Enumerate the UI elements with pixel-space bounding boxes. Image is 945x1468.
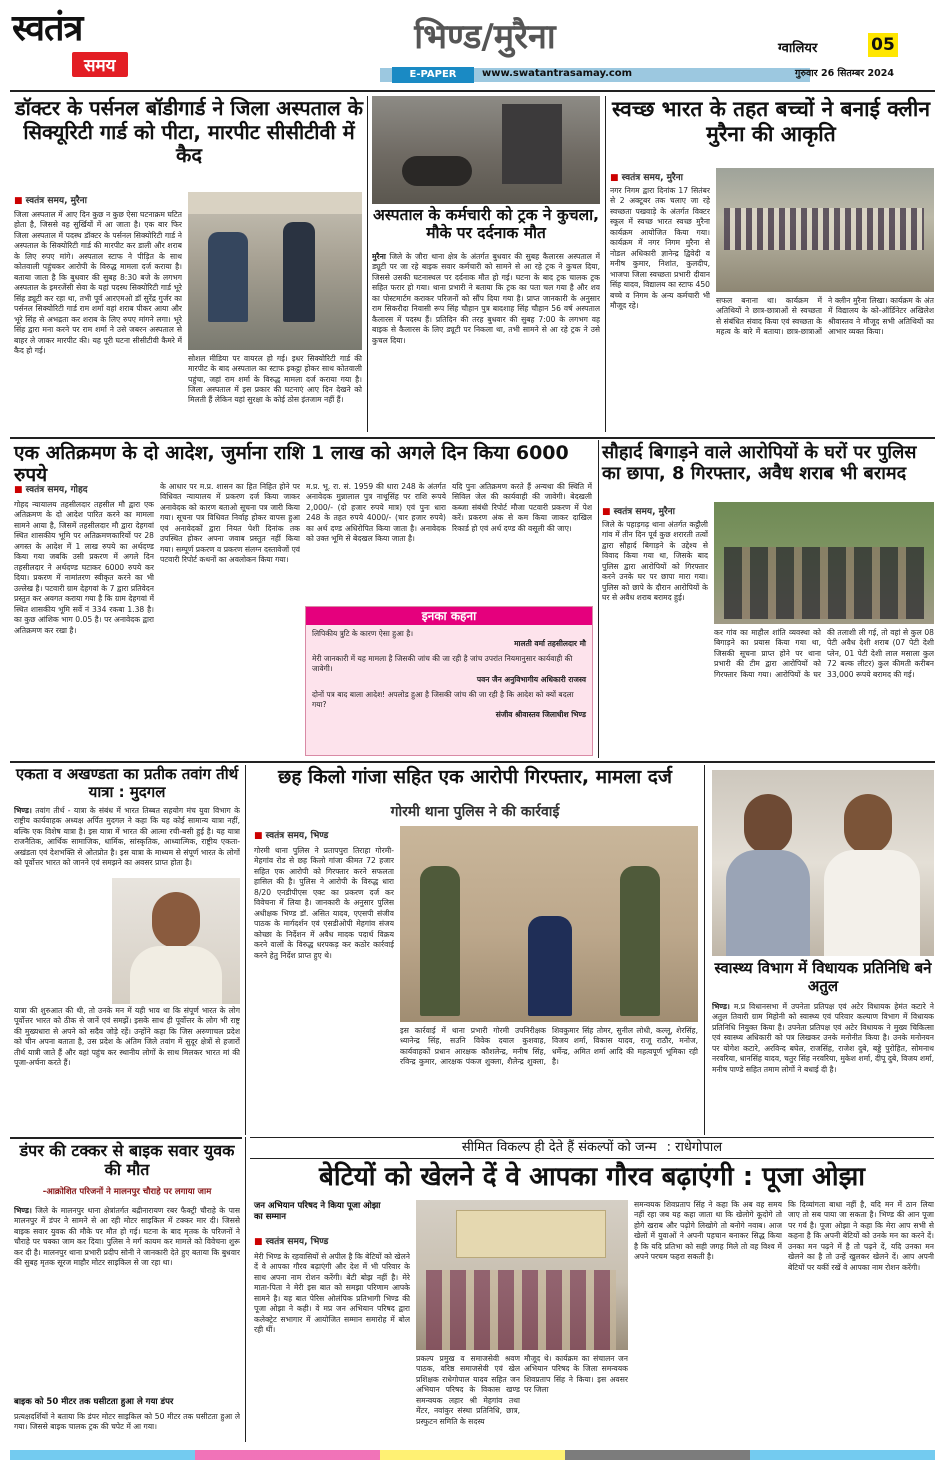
- story5-accused-photo[interactable]: [714, 502, 934, 624]
- story6-headline[interactable]: एकता व अखण्डता का प्रतीक तवांग तीर्थ यात्रा : मुदगल: [15, 765, 239, 801]
- story3-clean-morena-photo[interactable]: [716, 168, 934, 292]
- story6-body: [14, 806, 240, 876]
- story3-body-right: सफल बनाना था। कार्यक्रम में अतिथियों ने छात्र-छात्राओं से स्वच्छता से संबंधित संवाद किया एवं स्वच्छता के महत्व के बारे में बताया। छात्र-छात्राओं ने क्लीन मुरैना लिखा। कार्यक्रम के अंत में विद्यालय के को-ऑर्डिनेटर अखिलेश श्रीवास्तव ने मौजूद सभी अतिथियों का आभार व्यक्त किया।: [716, 296, 934, 337]
- story10-byline: ■ स्वतंत्र समय, भिण्ड: [254, 1234, 328, 1247]
- story6-place: भिण्ड।: [14, 806, 32, 815]
- story10-body3: कि दिव्यांगता बाधा नहीं है, यदि मन में ठान लिया जाए तो सब पाया जा सकता है। भिण्ड की आन पूजा पर गर्व है। पूजा ओझा ने कहा कि मेरा आप सभी से कहना है कि अपनी बेटियों को उनके मन का करने दें। उनका मन पढ़ने में है तो पढ़ने दें, यदि उनका मन खेलने का है तो उन्हें खुलकर खेलने दें। आप अपनी बेटियों पर यकीं रखें वे आपका नाम रोशन करेंगी।: [788, 1200, 934, 1272]
- story9-sub2: बाइक को 50 मीटर तक घसीटता हुआ ले गया डंपर: [14, 1397, 174, 1407]
- story4-body: गोहद न्यायालय तहसीलदार तहसील मौ द्वारा एक अतिक्रमण के दो आदेश पारित करने का मामला सामने आया है, जिसमें तहसीलदार मौ द्वारा देहगवां स्थित शासकीय भूमि पर अतिक्रमणकारियों पर 28 अगस्त के आदेश में 1 लाख रुपये का अर्थदण्ड किया गया जबकि उसी प्रकरण में अगले दिन तहसीलदार ने अर्थदण्ड घटाकर 6000 रुपये कर दिया। प्रकरण में नामांतरण स्वीकृत करने का भी उल्लेख है। पटवारी ग्राम देहगवां के 7 द्वारा प्रतिवेदन प्रस्तुत कर अवगत कराया गया है कि ग्राम देहगवां में स्थित शासकीय भूमि सर्वे नं 334 रकबा 1.38 है। का कुछ आंशिक भाग 0.05 है। पर अनावेदक द्वारा अतिक्रमण कर रखा है।: [14, 500, 154, 635]
- story10-felicitation-photo[interactable]: [416, 1200, 628, 1350]
- quote-strip: [250, 1137, 934, 1159]
- story8-place: भिण्ड।: [712, 1002, 730, 1011]
- website-link[interactable]: www.swatantrasamay.com: [482, 68, 633, 79]
- quote-1-by: मालती वर्मा तहसीलदार मौ: [514, 639, 586, 649]
- story4-byline: ■ स्वतंत्र समय, गोहद: [14, 482, 88, 495]
- story4-body3: म.प्र. भू. रा. सं. 1959 की धारा 248 के अंतर्गत अनावेदक मुन्नालाल पुत्र नाथूसिंह पर राशि रूपये 2,000/- (दो हजार रुपये मात्र) एवं पुनः धारा 248 के तहत रुपये 4000/- (चार हजार रुपये) का अर्थ दण्ड अधिरोपित किया जाता है। अनावेदक को उक्त भूमि से बेदखल किया जाता है।: [306, 482, 446, 544]
- quote-2-text: मेरी जानकारी में यह मामला है जिसकी जांच की जा रही है जांच उपरांत नियमानुसार कार्यवाही की जावेगी।: [312, 654, 573, 674]
- story7-body: गोरमी थाना पुलिस ने प्रतापपुरा तिराहा गोरमी-मेहगांव रोड से छह किलो गांजा कीमत 72 हजार सहित एक आरोपी को गिरफ्तार करने सफलता हासिल की है। पुलिस ने आरोपी के विरुद्ध धारा 8/20 एनडीपीएस एक्ट का प्रकरण दर्ज कर विवेचना में लिया है। जानकारी के अनुसार पुलिस अधीक्षक भिण्ड डॉ. असित यादव, एएसपी संजीव पाठक के मार्गदर्शन एवं एसडीओपी मेहगांव संजय कोच्छा के निर्देशन में अवैध मादक पदार्थ विक्रय करने वालों के विरुद्ध धरपकड़ कर कठोर कार्रवाई करने हेतु निर्देश प्राप्त हुए थे।: [254, 846, 394, 960]
- story2-headline[interactable]: अस्पताल के कर्मचारी को ट्रक ने कुचला, मौके पर दर्दनाक मौत: [372, 206, 600, 243]
- quote-1-text: लिपिकीय त्रुटि के कारण ऐसा हुआ है।: [312, 629, 414, 638]
- story6-body-text: तवांग तीर्थ - यात्रा के संबंध में भारत तिब्बत सहयोग मंच युवा विभाग के राष्ट्रीय कार्यवाहक अध्यक्ष अर्पित मुदगल ने कहा कि यह कोई सामान्य यात्रा नहीं, बल्कि एक विशेष यात्रा है। इस यात्रा में भारत की आत्मा रची-बसी हुई है। यह यात्रा राजनैतिक, आर्थिक सामाजिक, धार्मिक, सांस्कृतिक, आध्यात्मिक, राष्ट्रीय एकता-अखंडता एवं देशभक्ति से ओतप्रोत है। इस यात्रा के माध्यम से संपूर्ण भारत के लोगों को पूर्वोत्तर भारत को जानने एवं समझने का अवसर प्राप्त होता है।: [14, 806, 240, 868]
- story1-byline: ■ स्वतंत्र समय, मुरैना: [14, 193, 87, 206]
- story7-subhead: गोरमी थाना पुलिस ने की कार्रवाई: [390, 804, 560, 820]
- story4-body2: के आधार पर म.प्र. शासन का हित निहित होने पर विधिवत न्यायालय में प्रकरण दर्ज किया जाकर अनावेदक को कारण बताओ सूचना पत्र जारी किया गया। सूचना पत्र विधिवत निर्वाह होकर वापस हुआ एवं अनावेदकों द्वारा नियत पेशी दिनांक तक उपस्थित होकर अपना जवाब प्रस्तुत नहीं किया गया। सम्पूर्ण प्रकरण व प्रकरण संलग्न दस्तावेजों एवं पटवारी रिपोर्ट कथनों का अवलोकन किया गया।: [160, 482, 300, 565]
- story5-headline[interactable]: सौहार्द बिगाड़ने वाले आरोपियों के घरों पर पुलिस का छापा, 8 गिरफ्तार, अवैध शराब भी बरामद: [602, 442, 917, 485]
- story9-body: [14, 1206, 240, 1392]
- story2-accident-photo[interactable]: [372, 96, 600, 204]
- logo-bottom: समय: [72, 52, 128, 77]
- story5-body: जिले के पहाड़गढ़ थाना अंतर्गत कट्ठौली गांव में तीन दिन पूर्व कुछ शरारती तत्वों द्वारा सौहार्द बिगाड़ने के उद्देश्य से विवाद किया गया था, जिसके बाद पुलिस द्वारा आरोपियों को गिरफ्तार करने उनके घर पर छापा मारा गया। पुलिस को छापे के दौरान आरोपियों के घर से अवैध शराब बरामद हुई।: [602, 520, 708, 603]
- story10-body2: समन्वयक शिवप्रताप सिंह ने कहा कि अब वह समय नहीं रहा जब यह कहा जाता था कि खेलोगे कूदोगे तो होगे खराब और पढ़ोगे लिखोगे तो बनोगे नवाब। आज खेलों में युवाओं ने अपनी पहचान बनाकर सिद्ध किया है कि यदि प्रतिभा को सही जगह मिले तो वह विश्व में अपने परचम फहरा सकती है।: [634, 1200, 782, 1262]
- story7-byline: ■ स्वतंत्र समय, भिण्ड: [254, 828, 328, 841]
- story8-headline[interactable]: स्वास्थ्य विभाग में विधायक प्रतिनिधि बने अतुल: [714, 959, 932, 995]
- story2-body: [372, 252, 600, 432]
- quote-2-by: पवन जैन अनुविभागीय अधिकारी राजस्व: [476, 674, 586, 684]
- story9-body-text: जिले के मालनपुर थाना क्षेत्रांतर्गत बद्रीनारायण रबर फैक्ट्री चौराहे के पास मालनपुर में डंपर ने सामने से आ रही मोटर साइकिल में टक्कर मार दी। जिससे बाइक सवार युवक की मौके पर मौत हो गई। घटना के बाद मृतक के परिजनों ने चौराहे पर चक्का जाम कर दिया। पुलिस ने मर्ग कायम कर मामले को विवेचना शुरू कर दी है। मालनपुर थाना प्रभारी प्रदीप सोनी ने जानकारी देते हुए बताया कि बुधवार की सुबह मृतक सूरज माहौर मोटर साइकिल से जा रहा था।: [14, 1206, 240, 1268]
- story7-photo-caption: इस कार्रवाई में थाना प्रभारी गोरमी उपनिरीक्षक ध्यानेन्द्र सिंह, सउनि विवेक दयाल कुशवाह, कार्यवाहकों प्रधान आरक्षक कौशलेन्द्र, मनीष सिंह, रविन्द्र कुमार, आरक्षक पंकज शुक्ला, शैलेन्द्र शुक्ला, शिवकुमार सिंह तोमर, सुनील लोधी, कल्लू, शेरसिंह, विजय शर्मा, विकास यादव, राजू राठौर, मनोज, धर्मेन्द्र, अमित शर्मा आदि की महत्वपूर्ण भूमिका रही है।: [400, 1026, 698, 1067]
- story2-body-text: जिले के जौरा थाना क्षेत्र के अंतर्गत बुधवार की सुबह कैलारस अस्पताल में ड्यूटी पर जा रहे बाइक सवार कर्मचारी को सामने से आ रहे ट्रक ने कुचल दिया, जिससे उसकी घटनास्थल पर दर्दनाक मौत हो गई। घटना के बाद ट्रक चालक ट्रक सहित फरार हो गया। थाना प्रभारी ने बताया कि ट्रक का पता चल गया है और शव का पोस्टमार्टम कराकर परिजनों को सौंप दिया गया है। प्राप्त जानकारी के अनुसार राम सिकरौदा निवासी रूप सिंह चौहान पुत्र बादशाह सिंह चौहान 56 वर्ष अस्पताल कैलारस में पदस्थ हैं। प्रतिदिन की तरह बुधवार की सुबह 7:00 के लगभग वह बाइक से कैलारस के लिए ड्यूटी पर निकला था, तभी सामने से आ रहे ट्रक ने उसे कुचल दिया।: [372, 252, 600, 345]
- edition-title: भिण्ड/मुरैना: [414, 17, 556, 57]
- story4-body4: यदि पुनः अतिक्रमण करते हैं अन्यथा की स्थिति में सिविल जेल की कार्यवाही की जावेगी। बेदखली कब्जा संबंधी रिपोर्ट मौजा पटवारी प्रकरण में पेश करें। प्रकरण अंक से कम किया जाकर दाखिल रिकार्ड हो एवं अर्थ दण्ड की वसूली की जाए।: [452, 482, 592, 533]
- quote-box-title: इनका कहना: [306, 607, 592, 625]
- story1-body: जिला अस्पताल में आए दिन कुछ न कुछ ऐसा घटनाक्रम घटित होता है, जिससे वह सुर्खियों में आ जाता है। एक बार फिर जिला अस्पताल में पदस्थ डॉक्टर के पर्सनल सिक्योरिटी गार्ड ने अस्पताल के सिक्योरिटी गार्ड की मारपीट कर डाली और शराब के लिए रुपए मांगे। अस्पताल स्टाफ ने पीड़ित के साथ कोतवाली पहुंचकर आरोपी के विरुद्ध मामला दर्ज कराया है। बताया जाता है कि बुधवार की सुबह 8:30 बजे के लगभग अस्पताल के इमरजेंसी सेवा के यहां पदस्थ सिक्योरिटी गार्ड भूरे सिंह ड्यूटी कर रहा था, तभी पूर्व आरएमओ डॉ सुरेंद्र गुर्जर का पर्सनल सिक्योरिटी गार्ड राम शर्मा वहां शराब पीकर आया और भूरे सिंह से अभद्रता कर शराब के लिए रुपए मांगने लगा। भूरे सिंह द्वारा मना करने पर राम शर्मा ने उसे जबरन अस्पताल से बाहर ले जाकर मारपीट की। यह पूरी घटना सीसीटीवी कैमरे में कैद हो गई।: [14, 210, 182, 356]
- city-label: ग्वालियर: [778, 41, 818, 56]
- story3-byline: ■ स्वतंत्र समय, मुरैना: [610, 170, 683, 183]
- story7-headline[interactable]: छह किलो गांजा सहित एक आरोपी गिरफ्तार, मामला दर्ज: [278, 766, 672, 788]
- story5-photo-caption: कर गांव का माहौल शांति व्यवस्था को बिगाड़ने का प्रयास किया गया था, जिसकी सूचना प्राप्त होने पर थाना प्रभारी की टीम द्वारा आरोपियों को गिरफ्तार किया गया। आरोपियों के घर की तलाशी ली गई, तो वहां से कुल 08 पेटी अवैध देशी शराब (07 पेटी देशी प्लेन, 01 पेटी देशी लाल मसाला कुल 72 बल्क लीटर) कुल कीमती करीबन 33,000 रूपये बरामद की गई।: [714, 628, 934, 679]
- story4-headline[interactable]: एक अतिक्रमण के दो आदेश, जुर्माना राशि 1 लाख को अगले दिन किया 6000 रुपये: [14, 442, 569, 487]
- story8-atul-photo[interactable]: [712, 770, 934, 956]
- quote-3-text: दोनों पत्र बाद बाला आदेश! अपलोड हुआ है जिसकी जांच की जा रही है कि आदेश को क्यों बदला गया?: [312, 689, 574, 709]
- story9-place: भिण्ड।: [14, 1206, 32, 1215]
- page-number: 05: [868, 33, 898, 57]
- story6-mudgal-portrait[interactable]: [112, 878, 240, 1004]
- story8-body-text: म.प्र विधानसभा में उपनेता प्रतिपक्ष एवं अटेर विधायक हेमंत कटारे ने अतुल तिवारी ग्राम मिहोनी को स्वास्थ्य एवं परिवार कल्याण विभाग में विधायक प्रतिनिधि नियुक्त किया है। उपनेता प्रतिपक्ष एवं अटेर विधायक ने मुख्य चिकित्सा एवं स्वास्थ्य अधिकारी को पत्र लिखकर उनके मनोनीत किया है। उनके मनोनयन पर योगेश कटारे, अरविन्द बघेल, राजसिंह, राजेश दुबे, बड्डे पुरोहित, सोमनाथ नरवरिया, धानसिंह यादव, चतुर सिंह नरवरिया, मुकेश शर्मा, दीपू दुबे, विजय शर्मा, मनीष पाण्डे सहित तमाम लोगों ने बधाई दी है।: [712, 1002, 934, 1074]
- quote-strip-author: : राधेगोपाल: [666, 1140, 723, 1155]
- masthead: [0, 0, 945, 90]
- story1-cctv-photo[interactable]: [188, 192, 362, 350]
- logo[interactable]: [12, 8, 162, 86]
- quote-3-by: संजीव श्रीवास्तव जिलाधीश भिण्ड: [495, 709, 586, 719]
- story9-body2: प्रत्यक्षदर्शियों ने बताया कि डंपर मोटर साइकिल को 50 मीटर तक घसीटता हुआ ले गया। जिससे बाइक चालक ट्रक की चपेट में आ गया।: [14, 1412, 240, 1432]
- story6-body-side: [14, 878, 108, 1004]
- story2-place: मुरैना: [372, 252, 386, 261]
- quote-strip-text: सीमित विकल्प ही देते हैं संकल्पों को जन्म: [461, 1140, 657, 1155]
- story1-photo-caption: सोशल मीडिया पर वायरल हो गई। इधर सिक्योरिटी गार्ड की मारपीट के बाद अस्पताल का स्टाफ इकट्ठा होकर साथ कोतवाली पहुंचा, जहां राम शर्मा के विरुद्ध मामला दर्ज कराया गया है। जिला अस्पताल में इस प्रकार की घटनाएं आए दिन देखने को मिलती हैं लेकिन यहां सुरक्षा के कोई ठोस इंतजाम नहीं हैं।: [188, 354, 362, 404]
- story3-body: नगर निगम द्वारा दिनांक 17 सितंबर से 2 अक्टूबर तक चलाए जा रहे स्वच्छता पखवाड़े के अंतर्गत विक्टर स्कूल में स्वच्छ भारत स्वच्छ मुरैना कार्यक्रम आयोजित किया गया। कार्यक्रम में नगर निगम मुरैना से नोडल अधिकारी ज्ञानेन्द्र द्विवेदी व मनीष कुमार, निशांत, कुलदीप, भाजपा जिला स्वच्छता प्रभारी दीवान सिंह यादव, विद्यालय का स्टाफ 450 बच्चे व निगम के अन्य कर्मचारी भी मौजूद रहे।: [610, 186, 710, 311]
- logo-top: स्वतंत्र: [12, 7, 83, 49]
- epaper-label: E-PAPER: [392, 67, 474, 83]
- story10-headline[interactable]: बेटियों को खेलने दें वे आपका गौरव बढ़ाएंगी : पूजा ओझा: [319, 1162, 865, 1192]
- story3-headline[interactable]: स्वच्छ भारत के तहत बच्चों ने बनाई क्लीन मुरैना की आकृति: [612, 97, 930, 146]
- issue-date: गुरुवार 26 सितम्बर 2024: [795, 68, 894, 79]
- story1-headline[interactable]: डॉक्टर के पर्सनल बॉडीगार्ड ने जिला अस्पताल के सिक्यूरिटी गार्ड को पीटा, मारपीट सीसीटीवी में कैद: [14, 96, 364, 168]
- story10-kicker: जन अभियान परिषद ने किया पूजा ओझा का सम्मान: [254, 1201, 381, 1222]
- story9-subhead: -आक्रोशित परिजनों ने मालनपुर चौराहे पर लगाया जाम: [42, 1187, 212, 1197]
- story10-photo-caption: प्रकल्प प्रमुख व समाजसेवी श्रवण पाठक, वरिष्ठ समाजसेवी एवं खेल प्रशिक्षक राधेगोपाल यादव सहित जन अभियान परिषद के विकास खण्ड समन्वयक लहार श्री मेहगांव तथा मेंटर, नवांकुर संस्था प्रतिनिधि, छात्र, प्रस्फुटन समिति के सदस्य: [416, 1354, 520, 1426]
- story7-seizure-photo[interactable]: [400, 826, 698, 1022]
- bottom-registration-bar: [10, 1450, 935, 1460]
- story6-body2: यात्रा की शुरुआत की थी, तो उनके मन में यही भाव था कि संपूर्ण भारत के लोग पूर्वोत्तर भारत को ठीक से जानें एवं समझें। इसके साथ ही पूर्वोत्तर के लोग भी राष्ट्र की मुख्यधारा से अपने को सदैव जोड़े रहें। उन्होंने कहा कि जिस अरुणाचल प्रदेश को चीन अपना बताता है, उस प्रदेश के अंतिम जिले तवांग में सुदूर क्षेत्रों से हजारों तीर्थ यात्री जाते हैं और वहां पहुंच कर स्थानीय लोगों के साथ मिलकर भारत मां की पूजा-अर्चना करते हैं।: [14, 1006, 240, 1068]
- story8-body: [712, 1002, 934, 1132]
- story9-headline[interactable]: डंपर की टक्कर से बाइक सवार युवक की मौत: [19, 1141, 235, 1179]
- story4-quote-box: [305, 606, 593, 756]
- story10-body: मेरी भिण्ड के रहवासियों से अपील है कि बेटियों को खेलने दें वे आपका गौरव बढ़ाएंगी और देश में भी परिवार के साथ अपना नाम रोशन करेंगी। बेटी बोझ नहीं है। मेरे माता-पिता ने मेरी इस बात को समझा परिणाम आपके सामने है। यह बात पेरिस ओलंपिक प्रतिभागी भिण्ड की पूजा ओझा ने कही। वे मप्र जन अभियान परिषद द्वारा कलेक्ट्रेट सभागार में आयोजित सम्मान समारोह में बोल रही थीं।: [254, 1252, 410, 1335]
- story5-byline: ■ स्वतंत्र समय, मुरैना: [602, 504, 675, 517]
- story10-photo-caption2: मौजूद थे। कार्यक्रम का संचालन जन अभियान परिषद के जिला समन्वयक शिवप्रताप सिंह ने किया। इस अवसर पर जिला: [524, 1354, 628, 1395]
